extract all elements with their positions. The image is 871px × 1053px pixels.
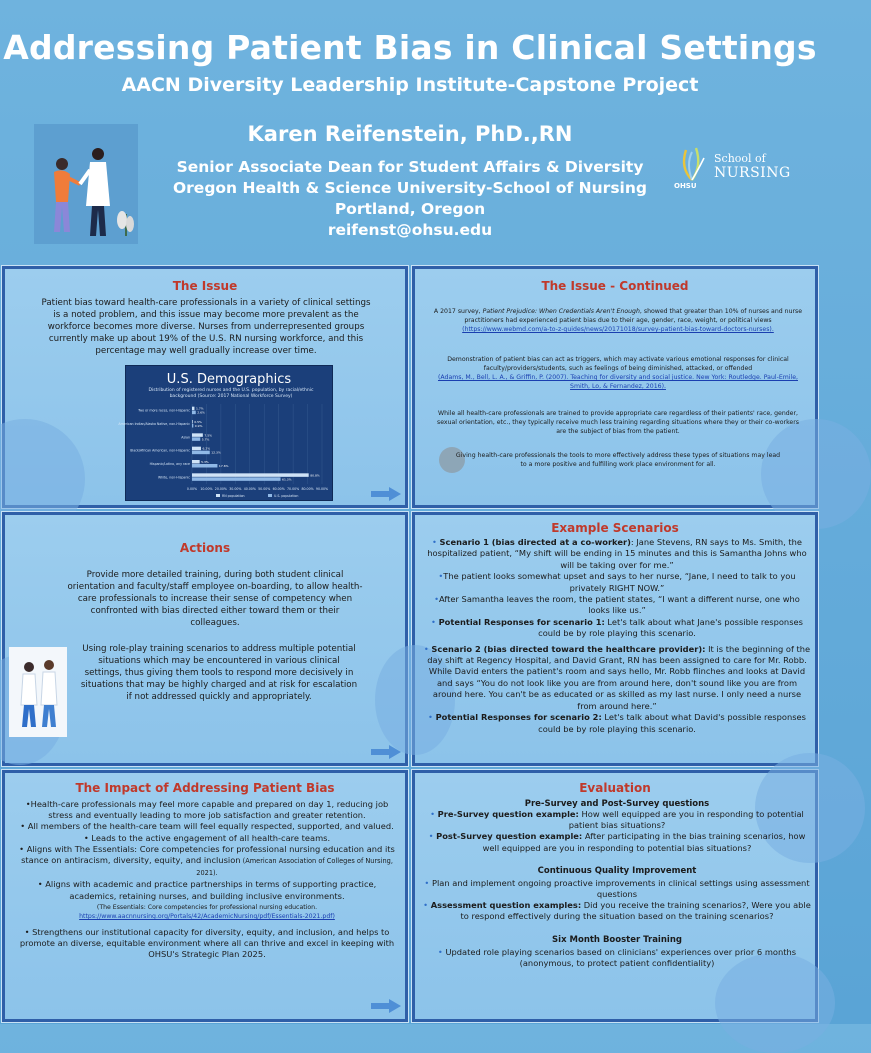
impact-cite-5-text: (The Essentials: Core competencies for professional nursing education. [96,903,318,911]
chart-category-label: Two or more races, non-Hispanic [138,408,190,413]
survey-text-b: , showed that greater than 10% of nurses and nurse practitioners had experienced patient bias due to their age, gender, race, weight, or political views [464,308,803,324]
actions-title: Actions [179,541,231,555]
scenario-1-text: : Jane Stevens, RN says to Ms. Smith, the hospitalized patient, “My shift will be ending in 15 minutes and this is Samantha Johns who will be taking over for me.” [427,537,807,570]
cqi-text-1: Plan and implement ongoing proactive improvements in clinical settings using assessment questions [431,877,810,900]
author-name: Karen Reifenstein, PhD.,RN [247,122,573,146]
chart-data-label: 7.5% [204,433,212,438]
survey-link[interactable]: (https://www.webmd.com/a-to-z-guides/news/20171018/survey-patient-bias-toward-doctors-nurses). [462,326,774,333]
chart-legend-swatch [216,494,220,497]
logo-mark-text: OHSU [674,182,697,190]
chart-title: U.S. Demographics [166,372,292,387]
poster-subtitle: AACN Diversity Leadership Institute-Capstone Project [121,74,699,96]
response-1-text: Let's talk about what Jane's possible responses could be by role playing this scenario. [538,616,803,639]
impact-text-3: Leads to the active engagement of all health-care teams. [91,832,331,843]
impact-bullet-2: • All members of the health-care team will feel equally respected, supported, and valued. [20,821,394,832]
response-2-text: Let's talk about what David's possible responses could be by role playing this scenario. [538,712,806,734]
impact-title: The Impact of Addressing Patient Bias [75,781,335,795]
chart-x-tick-label: 60.00% [272,487,285,491]
issue-continued-title: The Issue - Continued [541,279,689,293]
assessment-text: Did you receive the training scenarios?, Were you able to respond effectively during the situation based on the training scenarios? [460,900,811,922]
chart-bar [192,473,309,477]
author-email: reifenst@ohsu.edu [327,221,493,239]
scenario-1-text-3: After Samantha leaves the room, the patient states, “I want a different nurse, one who looks like us.” [439,594,800,616]
chart-data-label: 12.3% [211,450,221,455]
scenarios-title: Example Scenarios [551,521,679,535]
issue-continued-panel [412,266,818,508]
chart-bar [192,460,200,464]
issue-panel [2,266,408,508]
chart-category-label: Hispanic/Latino, any race [149,462,190,466]
logo-line1: School of [714,152,766,165]
chart-data-label: 61.3% [282,477,292,482]
chart-x-tick-label: 70.00% [287,487,300,491]
survey-text-a: A 2017 survey, [433,308,483,315]
affiliation-line: Portland, Oregon [334,200,486,218]
eval-heading-1: Pre-Survey and Post-Survey questions [524,799,710,809]
scenario-1-text-2: The patient looks somewhat upset and says to her nurse, “Jane, I need to talk to you privately RIGHT NOW.” [443,571,796,593]
chart-legend-label: U.S. population [274,494,299,498]
chart-bar [192,433,203,437]
chart-x-tick-label: 30.00% [229,487,242,491]
impact-cite-5 [13,903,401,921]
chart-x-tick-label: 90.00% [315,487,329,491]
chart-category-label: White, non-Hispanic [157,475,190,480]
scenario-1-bullet-3: •After Samantha leaves the room, the patient states, “I want a different nurse, one who looks like us.” [434,594,800,616]
scenario-1: • Scenario 1 (bias directed at a co-worker): Jane Stevens, RN says to Ms. Smith, the hospitalized patient, “My shift will be ending in 15 minutes and this is Samantha Johns who will be taking over for me.” [427,537,807,570]
chart-data-label: 17.6% [218,464,229,468]
chart-x-tick-label: 0.00% [186,487,198,491]
impact-panel [2,770,408,1022]
cqi-bullet-1: • Plan and implement ongoing proactive improvements in clinical settings using assessment questions [424,877,810,900]
impact-text-6: Strengthens our institutional capacity for diversity, equity, and inclusion, and helps to promote an diverse, equitable environment where all can thrive and excel in keeping with OHSU's Strategic Plan 2025. [19,926,395,960]
chart-data-label: 2.6% [197,410,205,415]
chart-subtitle: Distribution of registered nurses and the U.S. population, by racial/ethnic background (Source: 2017 National Workforce Survey) [148,388,314,399]
actions-paragraph-2: Using role-play training scenarios to address multiple potential situations which may be encountered in various clinical settings, thus giving them tools to respond more decisively in situations that may be highly charged and at risk for escalation if not addressed quickly and appropriately. [80,644,358,702]
scenario-1-label: Scenario 1 (bias directed at a co-worker) [439,537,631,547]
arrow-right-icon [371,487,401,501]
cqi-bullet-2: • Assessment question examples: Did you receive the training scenarios?, Were you able to respond effectively during the situation based on the training scenarios? [423,900,811,922]
booster-text: Updated role playing scenarios based on clinicians' experiences over prior 6 months (anonymous, to protect patient confidentiality) [445,946,797,968]
scenario-2: • Scenario 2 (bias directed toward the healthcare provider): It is the beginning of the day shift at Regency Hospital, and David Grant, RN has been assigned to care for Mr. Robb. While David enters the patient's room and says hello, Mr. Robb flinches and looks at David and says “You do not look like you are from around here, don't sound like you are from around here. You can't be as educated or as skilled as my last nurse. I only need a nurse from around here.” [423,643,811,711]
doctors-illustration-icon [9,647,67,737]
chart-bar [192,464,217,468]
chart-data-label: 5.3% [201,460,209,464]
demographics-chart [118,365,333,501]
chart-bar [192,437,200,441]
chart-category-label: Black/African American, non-Hispanic [130,448,190,453]
evaluation-panel [412,770,818,1022]
scenarios-panel [412,512,818,766]
impact-bullet-4: • Aligns with The Essentials: Core competencies for professional nursing education and its stance on antiracism, diversity, equity, and inclusion (American Association of Colleges of Nursing, 2021). [19,843,395,878]
post-survey-question: • Post-Survey question example: After participating in the bias training scenarios, how well equipped are you in responding to potential bias situations? [428,831,806,853]
triggers-text: Demonstration of patient bias can act as triggers, which may activate various emotional responses for clinical faculty/providers/students, such as feelings of being diminished, attacked, or offended [447,356,789,372]
survey-paragraph [429,307,807,334]
impact-bullet-1: •Health-care professionals may feel more capable and prepared on day 1, reducing job stress and eventually leading to more job satisfaction and greater retention. [25,799,389,821]
chart-bar [192,420,193,424]
eval-heading-2: Continuous Quality Improvement [537,865,697,876]
evaluation-title: Evaluation [579,781,651,795]
chart-x-tick-label: 80.00% [301,487,314,491]
chart-data-label: 6.2% [202,446,211,451]
pre-survey-label: Pre-Survey question example: [437,809,579,819]
chart-x-tick-label: 50.00% [258,487,271,491]
chart-bar [192,411,196,415]
scenario-2-text: It is the beginning of the day shift at Regency Hospital, and David Grant, RN has been assigned to care for Mr. Robb. While David enters the patient's room and says hello, Mr. Robb flinches and looks at David and says “You do not look like you are from around here, don't sound like you are from around here. You can't be as educated or as skilled as my last nurse. I only need a nurse from around here.” [427,643,811,711]
impact-text-2: All members of the health-care team will feel equally respected, supported, and valued. [27,821,394,832]
eval-heading-3: Six Month Booster Training [552,934,682,945]
people-illustration-icon [34,124,138,244]
triggers-paragraph [435,355,801,391]
chart-data-label: 0.5% [194,420,202,424]
poster-header [0,0,820,262]
chart-x-tick-label: 10.00% [200,487,213,491]
survey-title: Patient Prejudice: When Credentials Aren't Enough [482,308,640,315]
impact-bullet-6: • Strengthens our institutional capacity for diversity, equity, and inclusion, and helps to promote an diverse, equitable environment where all can thrive and excel in keeping with OHSU's Strategic Plan 2025. [19,926,395,960]
poster-title: Addressing Patient Bias in Clinical Settings [3,28,817,67]
triggers-link[interactable]: (Adams, M., Bell, L. A., & Griffin, P. (2007). Teaching for diversity and social justice. New York: Routledge. Paul-Emile, Smith, Lo, & Fernandez, 2016). [437,374,798,390]
affiliation-line: Oregon Health & Science University-School of Nursing [172,179,647,197]
affiliation-line: Senior Associate Dean for Student Affairs & Diversity [176,158,644,176]
chart-bar [192,447,201,451]
response-1: • Potential Responses for scenario 1: Let's talk about what Jane's possible responses could be by role playing this scenario. [431,616,803,639]
pre-survey-question: • Pre-Survey question example: How well equipped are you in responding to potential patient bias situations? [430,809,804,831]
chart-bar [192,407,194,411]
scenario-2-label: Scenario 2 (bias directed toward the healthcare provider): [431,643,706,654]
chart-data-label: 0.9% [194,424,203,428]
training-paragraph: While all health-care professionals are trained to provide appropriate care regardless of their patients' race, gender, sexual orientation, etc., they typically receive much less training regarding situations where they or their co-workers are the subject of bias from the patient. [436,410,800,435]
booster-bullet: • Updated role playing scenarios based on clinicians' experiences over prior 6 months (anonymous, to protect patient confidentiality) [437,946,797,968]
chart-bar [192,451,210,455]
issue-title: The Issue [172,279,238,293]
impact-bullet-3: • Leads to the active engagement of all health-care teams. [83,832,331,843]
chart-category-label: American Indian/Alaska Native, non-Hispanic [118,422,190,426]
impact-text-1: Health-care professionals may feel more capable and prepared on day 1, reducing job stress and eventually leading to more job satisfaction and greater retention. [30,799,389,821]
arrow-right-icon [371,999,401,1013]
author-affiliation [130,157,690,241]
post-survey-text: After participating in the bias training scenarios, how well equipped are you in responding to potential bias situations? [482,831,806,853]
response-1-label: Potential Responses for scenario 1: [438,616,605,627]
essentials-link[interactable]: https://www.aacnnursing.org/Portals/42/AcademicNursing/pdf/Essentials-2021.pdf) [79,912,335,920]
assessment-label: Assessment question examples: [430,900,582,911]
chart-bar [192,424,193,428]
chart-plot [118,366,334,502]
chart-legend-swatch [268,494,272,497]
chart-data-label: 80.8% [310,473,320,478]
issue-text: Patient bias toward health-care professionals in a variety of clinical settings is a noted problem, and this issue may become more prevalent as the workforce becomes more diverse. Nurses from underrepresented groups currently make up about 19% of the U.S. RN nursing workforce, and this percentage may well gradually increase over time. [41,298,371,356]
actions-panel [2,512,408,766]
tools-paragraph: Giving health-care professionals the tools to more effectively address these types of situations may lead to a more positive and fulfilling work place environment for all. [455,452,781,468]
chart-data-label: 5.7% [201,437,210,442]
chart-data-label: 1.7% [195,406,204,411]
actions-paragraph-1: Provide more detailed training, during both student clinical orientation and faculty/staff employee on-boarding, to allow health-care professionals to increase their sense of competency when confronted with bias directed either toward them or their colleagues. [67,570,363,628]
chart-bar [192,477,281,481]
scenario-1-bullet-2: •The patient looks somewhat upset and says to her nurse, “Jane, I need to talk to you privately RIGHT NOW.” [438,571,796,593]
pre-survey-text: How well equipped are you in responding to potential patient bias situations? [568,809,804,831]
response-2-label: Potential Responses for scenario 2: [435,712,602,723]
impact-cite-4: (American Association of Colleges of Nursing, 2021). [196,857,393,878]
impact-text-5: Aligns with academic and practice partnerships in terms of supporting practice, academics, retaining nurses, and building inclusive environments. [45,879,377,901]
logo-line2: NURSING [714,165,791,181]
chart-x-tick-label: 20.00% [214,487,227,491]
impact-text-4: Aligns with The Essentials: Core competencies for professional nursing education and its stance on antiracism, diversity, equity, and inclusion [21,843,395,866]
impact-bullet-5: • Aligns with academic and practice partnerships in terms of supporting practice, academics, retaining nurses, and building inclusive environments. [37,879,377,901]
response-2: • Potential Responses for scenario 2: Let's talk about what David's possible responses could be by role playing this scenario. [428,712,806,734]
post-survey-label: Post-Survey question example: [436,831,583,842]
chart-legend-label: RN population [222,494,245,498]
chart-x-tick-label: 40.00% [243,487,256,491]
ohsu-logo-icon [672,142,802,202]
chart-category-label: Asian [181,435,190,440]
